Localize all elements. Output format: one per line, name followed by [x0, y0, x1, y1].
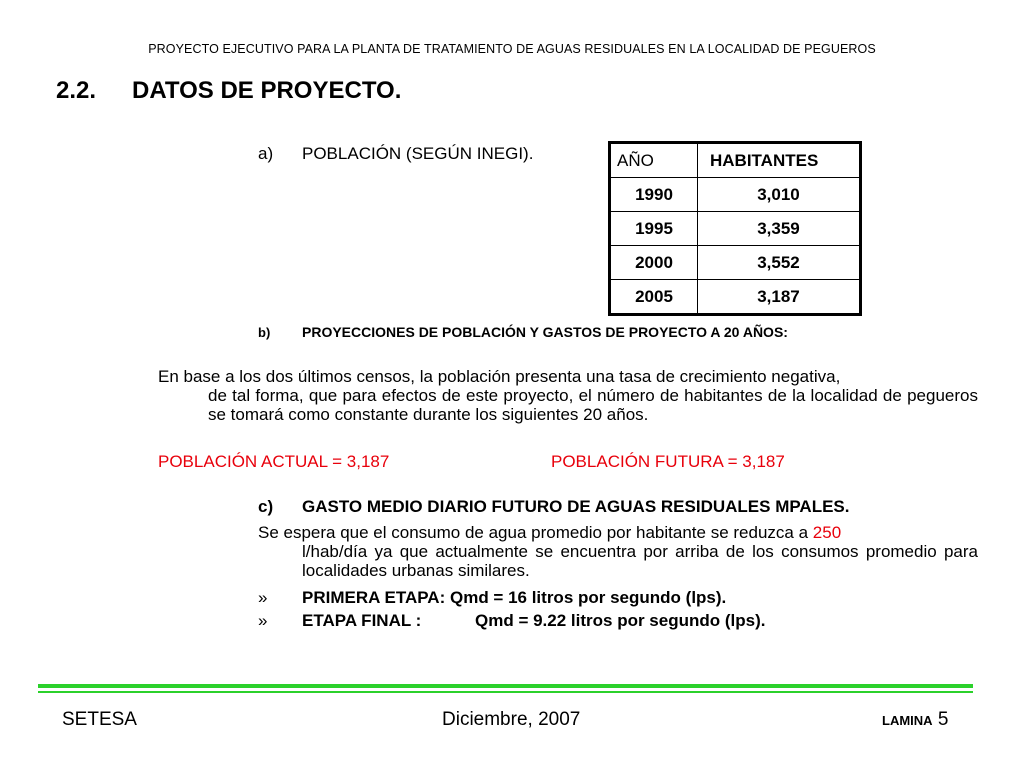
paragraph-first-line: En base a los dos últimos censos, la población presenta una tasa de crecimiento negativa,	[158, 367, 841, 386]
projection-paragraph	[158, 367, 978, 424]
item-b-text: PROYECCIONES DE POBLACIÓN Y GASTOS DE PROYECTO A 20 AÑOS:	[302, 324, 788, 340]
year-cell: 2000	[610, 246, 698, 280]
consumption-value: 250	[812, 523, 842, 542]
item-c-text: GASTO MEDIO DIARIO FUTURO DE AGUAS RESIDUALES MPALES.	[302, 497, 850, 516]
item-c-letter: c)	[258, 497, 274, 516]
item-b-letter: b)	[258, 325, 271, 340]
lamina-number: 5	[937, 709, 949, 730]
consumption-text-start: Se espera que el consumo de agua promedio por habitante se reduzca a	[258, 523, 809, 542]
lamina-label: LAMINA	[882, 713, 933, 728]
document-header: PROYECTO EJECUTIVO PARA LA PLANTA DE TRATAMIENTO DE AGUAS RESIDUALES EN LA LOCALIDAD DE PEGUEROS	[148, 42, 876, 56]
bullet-label: PRIMERA ETAPA:	[302, 588, 446, 607]
table-row	[610, 246, 861, 280]
footer-rule-thick	[38, 684, 973, 688]
footer-date: Diciembre, 2007	[442, 709, 581, 730]
item-c	[258, 497, 850, 517]
section-heading	[56, 77, 401, 105]
table-header-row	[610, 143, 861, 178]
table-row	[610, 212, 861, 246]
population-table	[608, 141, 862, 316]
item-a	[258, 144, 533, 164]
bullet-primera-etapa	[258, 588, 726, 608]
section-title: DATOS DE PROYECTO.	[132, 77, 402, 104]
habitants-cell: 3,187	[698, 280, 861, 315]
habitants-cell: 3,552	[698, 246, 861, 280]
population-actual: POBLACIÓN ACTUAL = 3,187	[158, 452, 390, 471]
item-a-letter: a)	[258, 144, 274, 163]
item-a-text: POBLACIÓN (SEGÚN INEGI).	[302, 144, 534, 163]
consumption-text-rest: l/hab/día ya que actualmente se encuentra por arriba de los consumos promedio para localidades urbanas similares.	[302, 542, 978, 580]
year-cell: 2005	[610, 280, 698, 315]
footer-lamina	[882, 709, 948, 731]
bullet-mark: »	[258, 588, 268, 607]
bullet-label: ETAPA FINAL :	[302, 611, 422, 630]
bullet-mark: »	[258, 611, 268, 630]
item-b	[258, 324, 788, 340]
bullet-value: Qmd = 9.22 litros por segundo (lps).	[475, 611, 766, 630]
header-habitants: HABITANTES	[698, 143, 861, 178]
footer-company: SETESA	[62, 709, 137, 730]
population-futura: POBLACIÓN FUTURA = 3,187	[551, 452, 785, 471]
header-year: AÑO	[610, 143, 698, 178]
section-number: 2.2.	[56, 77, 97, 104]
year-cell: 1990	[610, 178, 698, 212]
paragraph-rest: de tal forma, que para efectos de este proyecto, el número de habitantes de la localidad de pegueros se tomará como constante durante los siguientes 20 años.	[208, 386, 978, 424]
table-row	[610, 280, 861, 315]
table-row	[610, 178, 861, 212]
footer-rule-thin	[38, 691, 973, 693]
consumption-text	[258, 523, 978, 580]
habitants-cell: 3,010	[698, 178, 861, 212]
bullet-etapa-final	[258, 611, 765, 631]
bullet-value: Qmd = 16 litros por segundo (lps).	[449, 588, 727, 607]
habitants-cell: 3,359	[698, 212, 861, 246]
year-cell: 1995	[610, 212, 698, 246]
